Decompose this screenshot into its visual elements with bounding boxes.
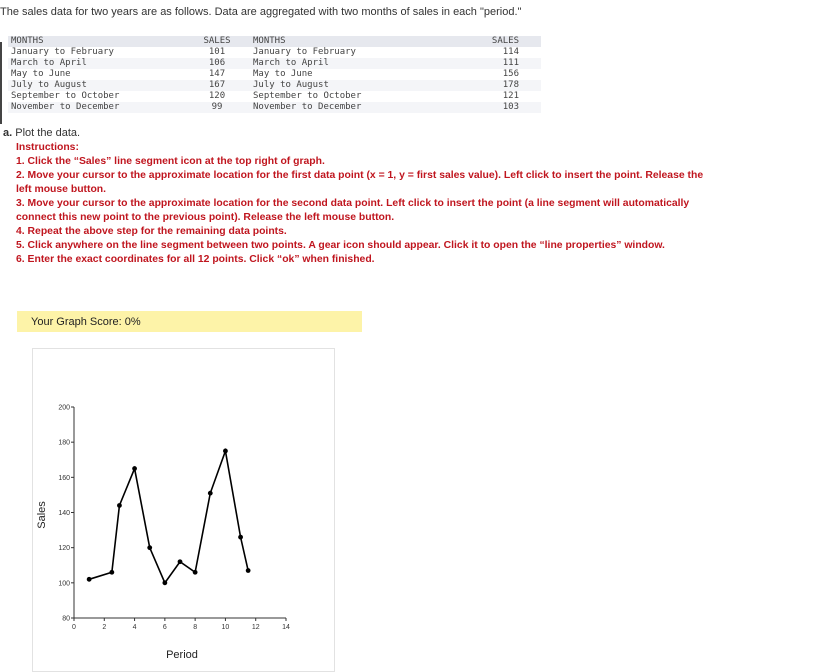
cell-month-right: September to October xyxy=(253,91,362,101)
sales-series-line xyxy=(89,451,248,583)
cell-month-left: January to February xyxy=(11,47,114,57)
data-point xyxy=(109,570,114,575)
data-point xyxy=(193,570,198,575)
x-tick-label: 12 xyxy=(251,624,260,631)
cell-month-left: July to August xyxy=(8,80,184,91)
y-tick-label: 80 xyxy=(62,615,70,623)
data-point xyxy=(147,545,152,550)
data-point xyxy=(238,535,243,540)
data-point xyxy=(223,449,228,454)
cell-sales-left: 120 xyxy=(208,91,226,101)
cell-sales-right: 103 xyxy=(426,102,541,113)
x-tick-label: 10 xyxy=(221,624,230,631)
table-row xyxy=(8,91,541,102)
graph-area[interactable] xyxy=(32,348,335,672)
cell-sales-right: 156 xyxy=(502,69,519,79)
data-point xyxy=(162,580,167,585)
y-tick-label: 200 xyxy=(58,404,70,412)
part-a-text: Plot the data. xyxy=(15,127,81,139)
y-axis-label: Sales xyxy=(36,501,48,529)
instructions-block xyxy=(16,141,716,267)
data-point xyxy=(208,491,213,496)
intro-text: The sales data for two years are as follows. Data are aggregated with two months of sales in each "period." xyxy=(0,6,522,18)
table-row xyxy=(8,47,541,58)
cell-month-left: November to December xyxy=(8,102,184,113)
x-tick-label: 6 xyxy=(162,624,167,631)
sales-table xyxy=(8,36,541,113)
table-row xyxy=(8,69,541,80)
cell-month-left: September to October xyxy=(11,91,120,101)
x-tick-label: 0 xyxy=(72,624,76,631)
instruction-step-5: 5. Click anywhere on the line segment between two points. A gear icon should appear. Click it to open the “line properties” window. xyxy=(16,240,665,251)
cell-sales-right: 178 xyxy=(426,80,541,91)
y-tick-label: 180 xyxy=(58,439,70,447)
x-axis-label: Period xyxy=(166,649,198,661)
data-point xyxy=(178,559,183,564)
cell-month-left: March to April xyxy=(8,58,184,69)
graph-score-text: Your Graph Score: 0% xyxy=(31,316,141,328)
x-tick-label: 4 xyxy=(132,624,137,631)
table-row xyxy=(8,102,541,113)
instruction-step-4: 4. Repeat the above step for the remaining data points. xyxy=(16,226,287,237)
cell-sales-right: 114 xyxy=(502,47,519,57)
header-months-right: MONTHS xyxy=(250,36,426,47)
instruction-step-3: 3. Move your cursor to the approximate location for the second data point. Left click to insert the point (a line segment will automatically connect this new point to the previous point). Release the left mouse button. xyxy=(16,198,690,223)
cell-month-right: May to June xyxy=(253,69,313,79)
instructions-heading: Instructions: xyxy=(16,142,79,153)
table-row xyxy=(8,58,541,69)
y-tick-label: 160 xyxy=(58,474,70,482)
table-row xyxy=(8,80,541,91)
data-point xyxy=(132,466,137,471)
cell-month-left: May to June xyxy=(11,69,71,79)
cell-month-right: November to December xyxy=(250,102,426,113)
cell-month-right: January to February xyxy=(253,47,356,57)
header-months-left: MONTHS xyxy=(8,36,184,47)
cell-sales-right: 111 xyxy=(426,58,541,69)
y-tick-label: 140 xyxy=(58,510,70,517)
cell-sales-left: 167 xyxy=(184,80,250,91)
x-tick-label: 2 xyxy=(102,624,107,631)
header-sales-left: SALES xyxy=(184,36,250,47)
left-rule xyxy=(0,42,2,124)
cell-sales-left: 101 xyxy=(208,47,226,57)
y-tick-label: 100 xyxy=(58,580,70,588)
cell-sales-left: 99 xyxy=(184,102,250,113)
part-a-label xyxy=(3,127,80,139)
data-point xyxy=(117,503,122,508)
sales-line-chart[interactable] xyxy=(33,349,334,671)
instruction-step-1: 1. Click the “Sales” line segment icon at the top right of graph. xyxy=(16,156,325,167)
instruction-step-2: 2. Move your cursor to the approximate location for the first data point (x = 1, y = first sales value). Left click to insert the point. Release the left mouse button. xyxy=(16,170,704,195)
cell-sales-left: 106 xyxy=(184,58,250,69)
cell-month-right: July to August xyxy=(250,80,426,91)
data-point xyxy=(246,568,251,573)
cell-sales-left: 147 xyxy=(208,69,226,79)
instruction-step-6: 6. Enter the exact coordinates for all 12 points. Click “ok” when finished. xyxy=(16,254,375,265)
x-tick-label: 14 xyxy=(282,624,290,631)
header-sales-right: SALES xyxy=(426,36,541,47)
data-point xyxy=(87,577,92,582)
y-tick-label: 120 xyxy=(58,545,70,553)
x-tick-label: 8 xyxy=(193,624,198,631)
cell-month-right: March to April xyxy=(250,58,426,69)
table-header-row xyxy=(8,36,541,47)
part-a-letter: a. xyxy=(3,127,13,139)
cell-sales-right: 121 xyxy=(502,91,519,101)
graph-score-bar xyxy=(17,311,362,332)
